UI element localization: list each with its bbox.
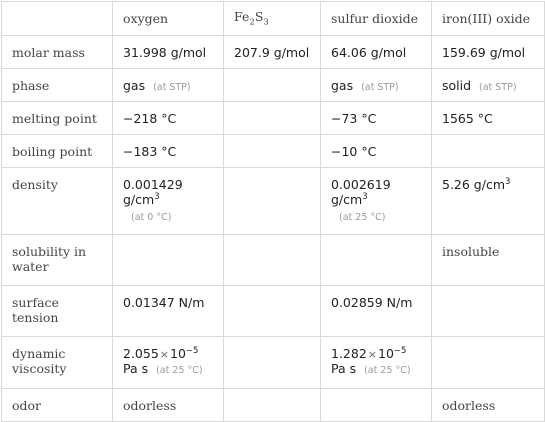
cell-solubility-oxygen (113, 235, 224, 286)
density-oxygen-note: (at 0 °C) (131, 212, 172, 224)
cell-molar-mass-fe2s3: 207.9 g/mol (224, 36, 321, 69)
cell-viscosity-oxygen (113, 337, 224, 389)
cell-molar-mass-fe2o3: 159.69 g/mol (432, 36, 545, 69)
cell-density-fe2s3 (224, 168, 321, 235)
cell-melting-point-so2: −73 °C (321, 102, 432, 135)
cell-odor-so2 (321, 389, 432, 422)
row-boiling-point (2, 135, 545, 168)
cell-melting-point-fe2s3 (224, 102, 321, 135)
row-label-odor: odor (2, 389, 113, 422)
fe2s3-fe: Fe (234, 9, 250, 25)
header-row (2, 2, 545, 36)
phase-fe2o3-note: (at STP) (479, 81, 517, 93)
row-surface-tension (2, 286, 545, 337)
row-label-density: density (2, 168, 113, 235)
viscosity-oxygen-mantissa: 2.055 (123, 346, 159, 362)
cell-molar-mass-so2: 64.06 g/mol (321, 36, 432, 69)
col-header-iron-iii-oxide: iron(III) oxide (432, 2, 545, 36)
row-odor (2, 389, 545, 422)
cell-boiling-point-fe2s3 (224, 135, 321, 168)
cell-molar-mass-oxygen: 31.998 g/mol (113, 36, 224, 69)
density-fe2o3-exp: 3 (505, 177, 511, 187)
cell-boiling-point-fe2o3 (432, 135, 545, 168)
viscosity-so2-base: 10 (378, 346, 394, 362)
col-header-oxygen: oxygen (113, 2, 224, 36)
phase-fe2o3-value: solid (442, 77, 472, 93)
viscosity-so2-unit: Pa s (331, 361, 357, 377)
row-label-dynamic-viscosity: dynamic viscosity (2, 337, 113, 389)
times-sign: × (159, 348, 170, 362)
viscosity-so2-mantissa: 1.282 (331, 346, 367, 362)
cell-solubility-fe2o3: insoluble (432, 235, 545, 286)
density-so2-unit-line (331, 192, 421, 207)
row-dynamic-viscosity (2, 337, 545, 389)
viscosity-oxygen-value (123, 346, 213, 361)
phase-oxygen-note: (at STP) (153, 81, 191, 93)
cell-surface-tension-so2: 0.02859 N/m (321, 286, 432, 337)
row-label-boiling-point: boiling point (2, 135, 113, 168)
cell-melting-point-fe2o3: 1565 °C (432, 102, 545, 135)
phase-so2-note: (at STP) (361, 81, 399, 93)
cell-viscosity-so2 (321, 337, 432, 389)
density-so2-unit: g/cm (331, 192, 363, 208)
density-so2-value: 0.002619 (331, 177, 391, 192)
cell-surface-tension-fe2o3 (432, 286, 545, 337)
cell-phase-so2 (321, 69, 432, 102)
row-label-melting-point: melting point (2, 102, 113, 135)
cell-phase-fe2o3 (432, 69, 545, 102)
cell-odor-fe2s3 (224, 389, 321, 422)
properties-table (1, 1, 545, 422)
density-oxygen-unit: g/cm (123, 192, 155, 208)
cell-density-fe2o3 (432, 168, 545, 235)
cell-density-oxygen (113, 168, 224, 235)
cell-phase-oxygen (113, 69, 224, 102)
viscosity-oxygen-unit: Pa s (123, 361, 149, 377)
cell-odor-oxygen: odorless (113, 389, 224, 422)
viscosity-oxygen-base: 10 (170, 346, 186, 362)
cell-boiling-point-oxygen: −183 °C (113, 135, 224, 168)
viscosity-so2-unit-line (331, 361, 421, 376)
cell-viscosity-fe2o3 (432, 337, 545, 389)
viscosity-oxygen-note: (at 25 °C) (156, 365, 203, 377)
col-header-sulfur-dioxide: sulfur dioxide (321, 2, 432, 36)
cell-melting-point-oxygen: −218 °C (113, 102, 224, 135)
density-oxygen-unit-line (123, 192, 213, 207)
col-header-fe2s3 (224, 2, 321, 36)
cell-surface-tension-oxygen: 0.01347 N/m (113, 286, 224, 337)
header-empty-cell (2, 2, 113, 36)
viscosity-so2-value (331, 346, 421, 361)
row-label-solubility: solubility in water (2, 235, 113, 286)
row-phase (2, 69, 545, 102)
density-oxygen-exp: 3 (154, 192, 160, 202)
phase-oxygen-value: gas (123, 77, 146, 93)
row-label-molar-mass: molar mass (2, 36, 113, 69)
density-so2-exp: 3 (362, 192, 368, 202)
cell-solubility-so2 (321, 235, 432, 286)
cell-boiling-point-so2: −10 °C (321, 135, 432, 168)
row-label-phase: phase (2, 69, 113, 102)
cell-viscosity-fe2s3 (224, 337, 321, 389)
fe2s3-sub-2: 2 (249, 17, 255, 28)
row-solubility (2, 235, 545, 286)
cell-phase-fe2s3 (224, 69, 321, 102)
viscosity-so2-note: (at 25 °C) (364, 365, 411, 377)
viscosity-oxygen-unit-line (123, 361, 213, 376)
viscosity-oxygen-exp: −5 (185, 346, 199, 356)
density-oxygen-value: 0.001429 (123, 177, 183, 192)
viscosity-so2-exp: −5 (393, 346, 407, 356)
cell-density-so2 (321, 168, 432, 235)
row-density (2, 168, 545, 235)
row-melting-point (2, 102, 545, 135)
phase-so2-value: gas (331, 77, 354, 93)
cell-solubility-fe2s3 (224, 235, 321, 286)
times-sign: × (367, 348, 378, 362)
density-fe2o3-value: 5.26 g/cm (442, 177, 506, 193)
row-molar-mass (2, 36, 545, 69)
cell-surface-tension-fe2s3 (224, 286, 321, 337)
fe2s3-s: S (254, 9, 264, 25)
fe2s3-sub-3: 3 (263, 17, 269, 28)
row-label-surface-tension: surface tension (2, 286, 113, 337)
density-so2-note: (at 25 °C) (339, 212, 386, 224)
cell-odor-fe2o3: odorless (432, 389, 545, 422)
